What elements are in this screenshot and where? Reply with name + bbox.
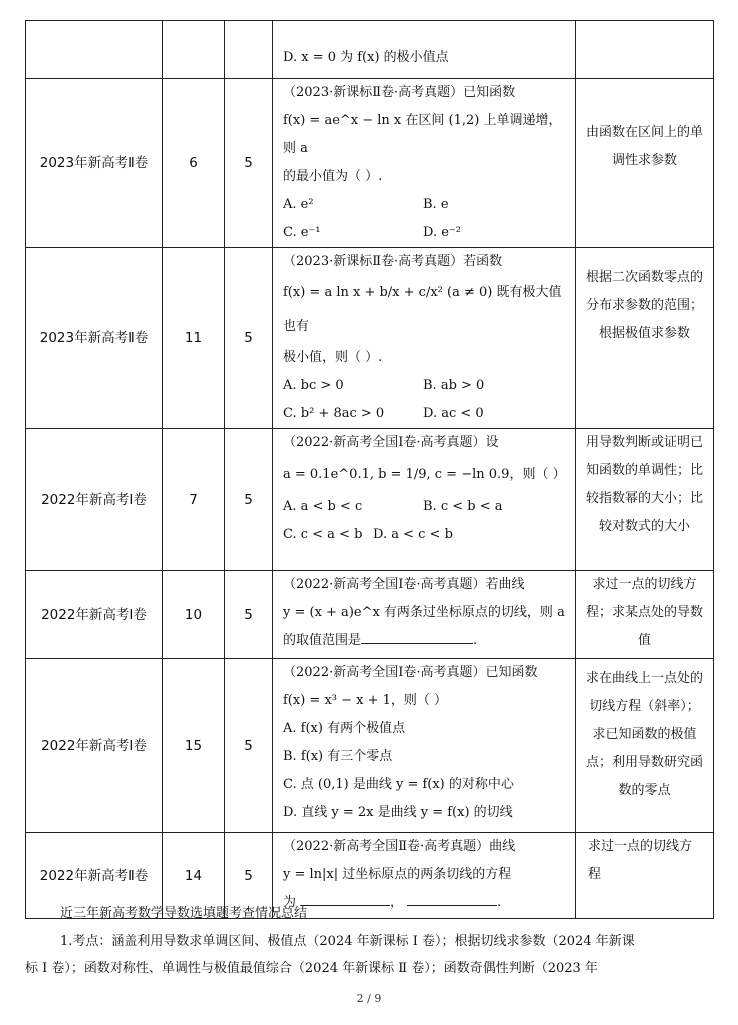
- option-c: C. c < a < b: [283, 527, 363, 542]
- exam-cell: 2022年新高考Ⅱ卷: [26, 833, 163, 919]
- exam-questions-table: [25, 20, 714, 919]
- options-row: [283, 400, 569, 428]
- exam-cell: 2023年新高考Ⅱ卷: [26, 79, 163, 248]
- option-a: A. f(x) 有两个极值点: [283, 721, 406, 736]
- question-line: （2022·新高考全国Ⅰ卷·高考真题）已知函数: [283, 665, 538, 680]
- question-line: 极小值，则（ ）.: [283, 350, 383, 365]
- option-b: B. e: [423, 197, 449, 212]
- exam-cell: 2023年新高考Ⅱ卷: [26, 248, 163, 429]
- question-line: f(x) = a ln x + b/x + c/x² (a ≠ 0) 既有极大值也有: [283, 285, 562, 334]
- table-row: [26, 571, 714, 659]
- exam-cell: 2022年新高考Ⅰ卷: [26, 571, 163, 659]
- exam-cell: [26, 21, 163, 79]
- question-number-cell: 6: [163, 79, 225, 248]
- question-text: 的取值范围是: [283, 633, 362, 648]
- question-line: （2023·新课标Ⅱ卷·高考真题）已知函数: [283, 85, 516, 100]
- question-line: y = (x + a)e^x 有两条过坐标原点的切线，则 a: [283, 605, 565, 620]
- knowledge-point-cell: [576, 21, 714, 79]
- knowledge-point-cell: 由函数在区间上的单调性求参数: [576, 79, 714, 248]
- score-cell: 5: [225, 429, 273, 571]
- options-row: [283, 521, 569, 549]
- table-row: [26, 659, 714, 833]
- option-d: D. 直线 y = 2x 是曲线 y = f(x) 的切线: [283, 805, 513, 820]
- question-number-cell: [163, 21, 225, 79]
- score-cell: 5: [225, 248, 273, 429]
- question-cell: [273, 429, 576, 571]
- question-line: y = ln|x| 过坐标原点的两条切线的方程: [283, 867, 512, 882]
- summary-heading: 近三年新高考数学导数选填题考查情况总结: [60, 906, 308, 921]
- question-line: （2022·新高考全国Ⅰ卷·高考真题）若曲线: [283, 577, 525, 592]
- exam-cell: 2022年新高考Ⅰ卷: [26, 429, 163, 571]
- option-b: B. c < b < a: [423, 499, 503, 514]
- summary-line: 1.考点：涵盖利用导数求单调区间、极值点（2024 年新课标 Ⅰ 卷）；根据切线求参数（2024 年新课: [60, 934, 635, 949]
- options-row: [283, 372, 569, 400]
- question-line: （2022·新高考全国Ⅰ卷·高考真题）设: [283, 435, 499, 450]
- question-number-cell: 10: [163, 571, 225, 659]
- option-c: C. b² + 8ac > 0: [283, 406, 385, 421]
- question-cell: [273, 79, 576, 248]
- options-row: [283, 191, 569, 219]
- options-row: [283, 219, 569, 247]
- option-d: D. ac < 0: [423, 406, 484, 421]
- question-cell: [273, 248, 576, 429]
- option-b: B. f(x) 有三个零点: [283, 749, 393, 764]
- table-row: [26, 79, 714, 248]
- question-text: 为: [283, 895, 297, 910]
- page-number: 2 / 9: [356, 992, 382, 1005]
- question-cell: [273, 571, 576, 659]
- question-line: a = 0.1e^0.1, b = 1/9, c = −ln 0.9，则（ ）: [283, 467, 566, 482]
- option-d: D. e⁻²: [423, 225, 461, 240]
- score-cell: 5: [225, 79, 273, 248]
- knowledge-point-cell: 根据二次函数零点的分布求参数的范围；根据极值求参数: [576, 248, 714, 429]
- answer-blank: [361, 629, 473, 644]
- score-cell: 5: [225, 659, 273, 833]
- knowledge-point-cell: 求过一点的切线方程: [576, 833, 714, 919]
- question-line: 为 ， .: [283, 889, 569, 917]
- question-line: 的取值范围是 .: [283, 627, 569, 655]
- question-number-cell: 7: [163, 429, 225, 571]
- knowledge-point-cell: 用导数判断或证明已知函数的单调性；比较指数幂的大小；比较对数式的大小: [576, 429, 714, 571]
- knowledge-point-cell: 求过一点的切线方程；求某点处的导数值: [576, 571, 714, 659]
- question-line: 的最小值为（ ）.: [283, 169, 383, 184]
- option-b: B. ab > 0: [423, 378, 485, 393]
- option-a: A. e²: [283, 197, 314, 212]
- score-cell: [225, 21, 273, 79]
- score-cell: 5: [225, 833, 273, 919]
- question-line: （2022·新高考全国Ⅱ卷·高考真题）曲线: [283, 839, 516, 854]
- table-row: [26, 429, 714, 571]
- option-d: D. a < c < b: [373, 527, 453, 542]
- exam-cell: 2022年新高考Ⅰ卷: [26, 659, 163, 833]
- question-line: f(x) = x³ − x + 1，则（ ）: [283, 693, 448, 708]
- option-a: A. a < b < c: [283, 499, 363, 514]
- table-row: [26, 21, 714, 79]
- question-number-cell: 11: [163, 248, 225, 429]
- option-a: A. bc > 0: [283, 378, 344, 393]
- question-line: （2023·新课标Ⅱ卷·高考真题）若函数: [283, 254, 503, 269]
- question-number-cell: 14: [163, 833, 225, 919]
- question-cell: [273, 21, 576, 79]
- question-cell: [273, 659, 576, 833]
- option-c: C. e⁻¹: [283, 225, 321, 240]
- question-number-cell: 15: [163, 659, 225, 833]
- question-line: f(x) = ae^x − ln x 在区间 (1,2) 上单调递增，则 a: [283, 113, 562, 156]
- summary-line: 标 Ⅰ 卷）；函数对称性、单调性与极值最值综合（2024 年新课标 Ⅱ 卷）；函数奇偶性判断（2023 年: [25, 961, 598, 976]
- question-line: D. x = 0 为 f(x) 的极小值点: [283, 50, 449, 65]
- option-c: C. 点 (0,1) 是曲线 y = f(x) 的对称中心: [283, 777, 514, 792]
- knowledge-point-cell: 求在曲线上一点处的切线方程（斜率）；求已知函数的极值点；利用导数研究函数的零点: [576, 659, 714, 833]
- options-row: [283, 493, 569, 521]
- table-row: [26, 248, 714, 429]
- score-cell: 5: [225, 571, 273, 659]
